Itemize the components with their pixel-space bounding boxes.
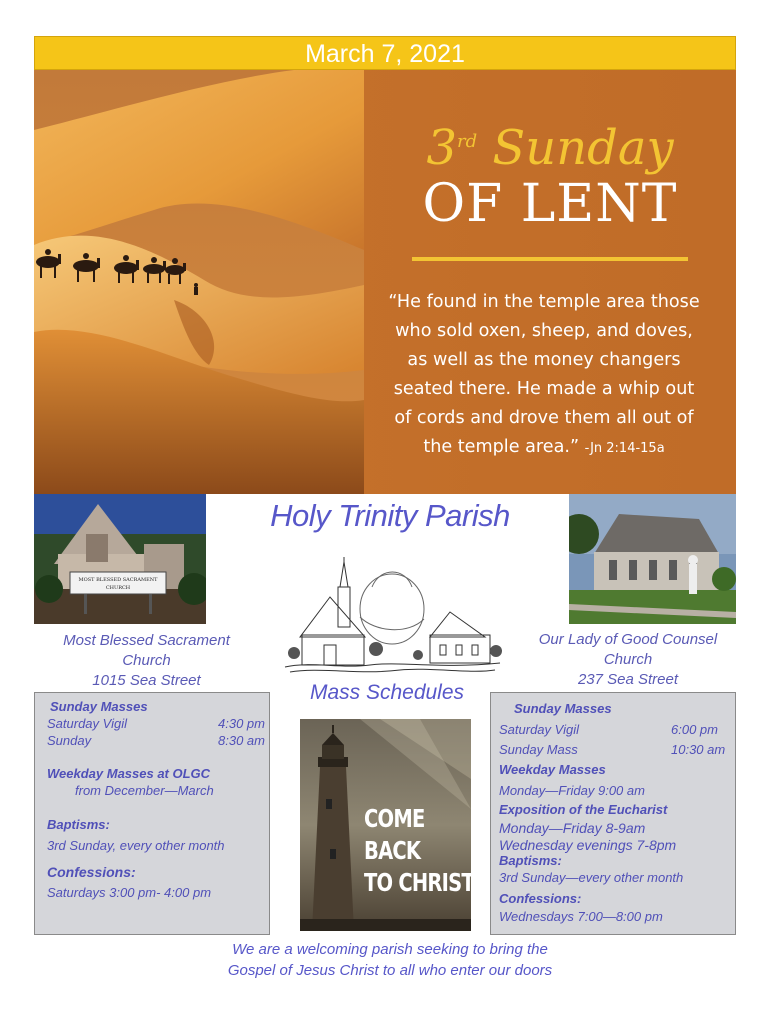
left-confessions-detail: Saturdays 3:00 pm- 4:00 pm: [47, 885, 212, 900]
right-saturday-time: 6:00 pm: [671, 722, 718, 737]
left-sunday-time: 8:30 am: [218, 733, 265, 748]
left-church-name-line2: Church: [122, 652, 171, 669]
right-schedule-panel: [490, 692, 736, 935]
right-saturday-label: Saturday Vigil: [499, 722, 579, 737]
church-sign-line2: CHURCH: [105, 585, 131, 591]
banner-title: [364, 115, 736, 261]
right-church-name: Our Lady of Good Counsel: [538, 631, 718, 648]
title-ordinal-suffix: rd: [456, 131, 478, 152]
date-banner: [34, 36, 736, 70]
poster-line1: COME: [364, 804, 425, 833]
right-weekday-detail: Monday—Friday 9:00 am: [499, 783, 645, 798]
quote-line: the temple area.”: [423, 437, 580, 457]
quote-line: “He found in the temple area those: [388, 292, 700, 312]
poster-text: [364, 803, 474, 899]
quote-line: who sold oxen, sheep, and doves,: [395, 321, 693, 341]
title-divider: [412, 257, 688, 261]
quote-reference: -Jn 2:14-15a: [584, 441, 665, 456]
right-baptisms-detail: 3rd Sunday—every other month: [499, 870, 684, 885]
right-church-name-line2: Church: [603, 651, 653, 668]
church-sign-line1: MOST BLESSED SACRAMENT: [78, 577, 158, 583]
title-ordinal: 3: [426, 120, 457, 176]
left-schedule-panel: [34, 692, 270, 935]
scripture-quote: [359, 288, 729, 463]
parish-name: Holy Trinity Parish: [270, 498, 510, 533]
quote-line: as well as the money changers: [407, 350, 681, 370]
right-baptisms-heading: Baptisms:: [499, 853, 562, 868]
poster-line2: BACK: [364, 836, 421, 865]
welcome-footer: [170, 939, 610, 981]
left-sunday-heading: Sunday Masses: [50, 699, 148, 714]
desert-caravan-image: [34, 70, 364, 494]
poster-line3: TO CHRIST: [364, 868, 474, 897]
left-church-name: Most Blessed Sacrament: [63, 632, 230, 649]
most-blessed-sacrament-church-photo: [34, 494, 206, 624]
left-weekday-detail: from December—March: [75, 783, 214, 798]
right-exposition-line2: Wednesday evenings 7-8pm: [499, 837, 677, 853]
mass-schedules-heading: Mass Schedules: [309, 681, 465, 704]
right-sunday-heading: Sunday Masses: [514, 701, 612, 716]
parish-churches-sketch: [280, 557, 505, 682]
our-lady-of-good-counsel-church-photo: [569, 494, 736, 624]
quote-line: of cords and drove them all out of: [394, 408, 694, 428]
right-confessions-heading: Confessions:: [499, 891, 582, 906]
right-exposition-line1: Monday—Friday 8-9am: [499, 820, 646, 836]
title-of-lent: OF LENT: [422, 174, 678, 234]
date-text: March 7, 2021: [305, 40, 465, 68]
quote-last-line: [359, 433, 729, 463]
quote-line: seated there. He made a whip out: [393, 379, 695, 399]
right-sunday-time: 10:30 am: [671, 742, 726, 757]
left-church-caption: [34, 631, 259, 691]
left-confessions-heading: Confessions:: [47, 864, 136, 880]
right-sunday-label: Sunday Mass: [499, 742, 578, 757]
right-church-caption: [510, 630, 746, 690]
title-script: Sunday: [492, 120, 674, 176]
left-saturday-label: Saturday Vigil: [47, 716, 127, 731]
footer-line1: We are a welcoming parish seeking to bring the: [232, 941, 548, 958]
left-baptisms-heading: Baptisms:: [47, 817, 110, 832]
left-baptisms-detail: 3rd Sunday, every other month: [47, 838, 225, 853]
right-exposition-heading: Exposition of the Eucharist: [499, 802, 668, 817]
title-sunday: [364, 115, 736, 175]
lent-banner: [34, 70, 736, 494]
footer-line2: Gospel of Jesus Christ to all who enter our doors: [227, 962, 553, 979]
right-church-address: 237 Sea Street: [577, 671, 679, 688]
left-weekday-heading: Weekday Masses at OLGC: [47, 766, 211, 781]
right-weekday-heading: Weekday Masses: [499, 762, 606, 777]
left-sunday-label: Sunday: [47, 733, 92, 748]
right-confessions-detail: Wednesdays 7:00—8:00 pm: [499, 909, 663, 924]
left-saturday-time: 4:30 pm: [218, 716, 265, 731]
left-church-address: 1015 Sea Street: [92, 672, 201, 689]
